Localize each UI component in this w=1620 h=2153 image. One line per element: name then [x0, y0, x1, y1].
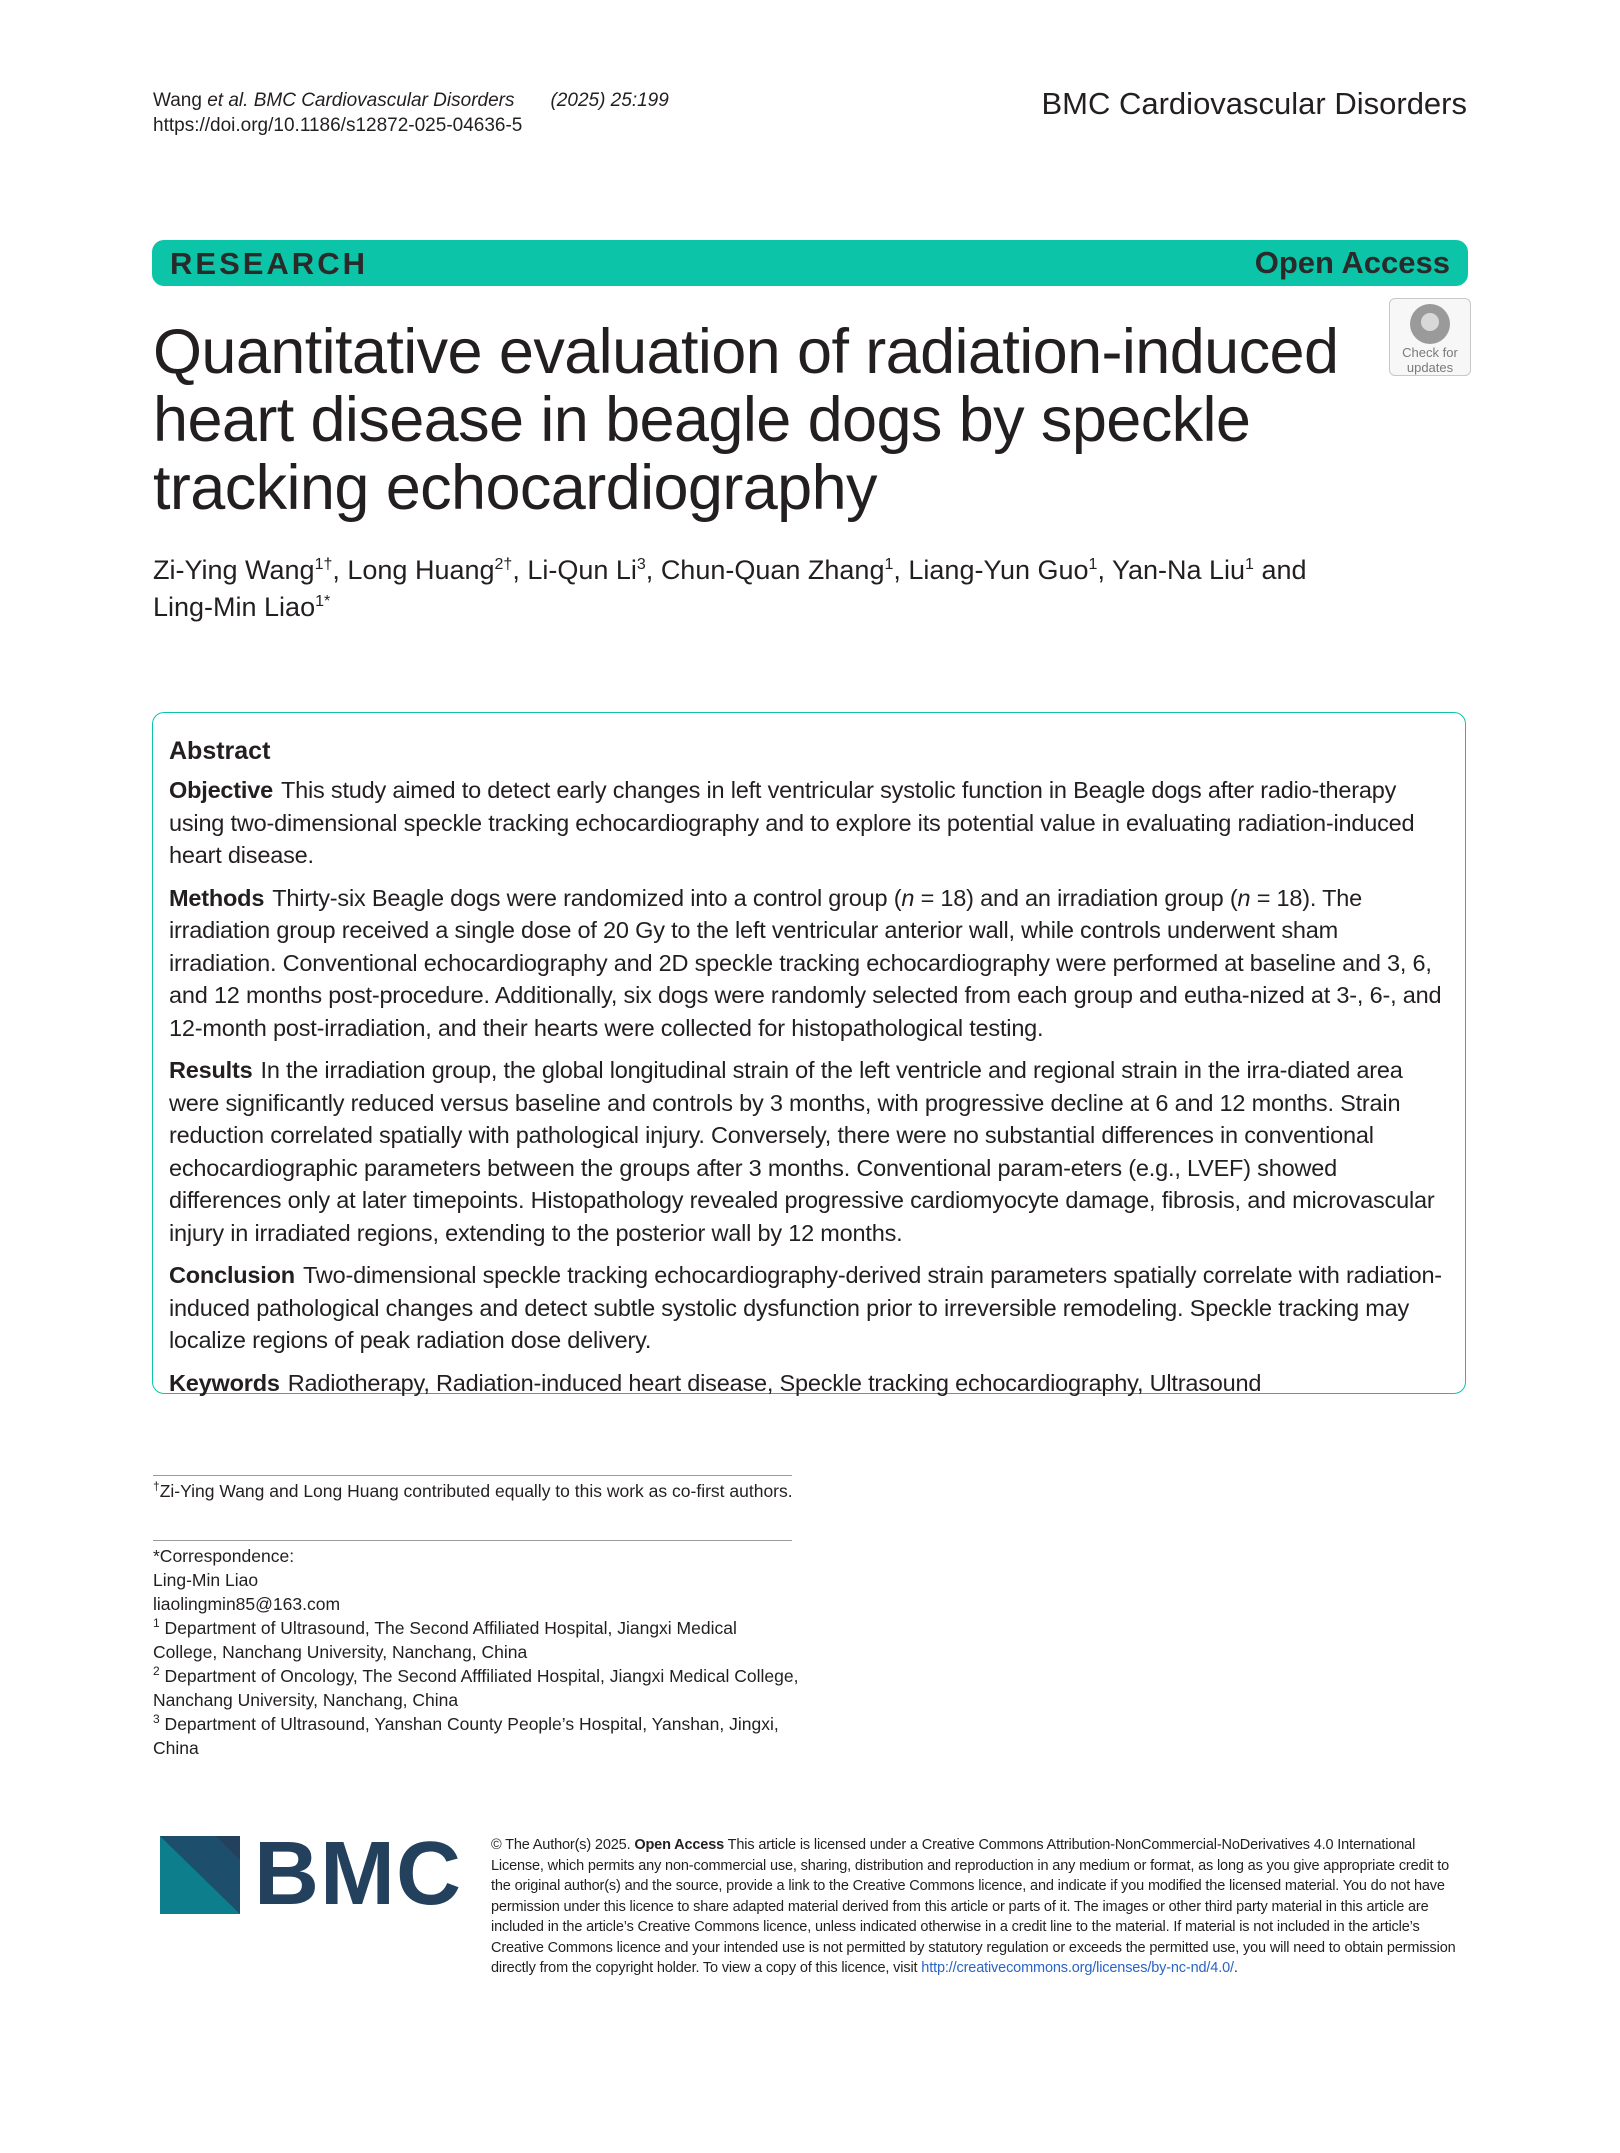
citation-authors: Wang [153, 90, 208, 111]
author[interactable]: Li-Qun Li$^3$ [527, 555, 646, 585]
affiliation-3: $^3$ Department of Ultrasound, Yanshan County People’s Hospital, Yanshan, Jingxi, China [153, 1712, 779, 1758]
author[interactable]: Ling-Min Liao$^{1*}$ [153, 592, 331, 622]
article-title: Quantitative evaluation of radiation-induced heart disease in beagle dogs by speckle tracking echocardiography [153, 317, 1339, 523]
abstract-box [152, 712, 1466, 1394]
affiliation-2: $^2$ Department of Oncology, The Second Afffiliated Hospital, Jiangxi Medical College, Nanchang University, Nanchang, China [153, 1664, 799, 1710]
correspondence-block [153, 1544, 803, 1760]
check-updates-icon [1410, 304, 1450, 344]
author[interactable]: Chun-Quan Zhang$^1$ [660, 555, 894, 585]
correspondence-label: *Correspondence: [153, 1546, 295, 1566]
journal-name: BMC Cardiovascular Disorders [1041, 86, 1467, 121]
abstract-methods: Methods Thirty-six Beagle dogs were randomized into a control group (n = 18) and an irradiation group (n = 18). The irradiation group received a single dose of 20 Gy to the left ventricular anterior wall, while controls underwent sham irradiation. Conventional echocardiography and 2D speckle tracking echocardiography were performed at baseline and 3, 6, and 12 months post-procedure. Additionally, six dogs were randomly selected from each group and eutha-nized at 3-, 6-, and 12-month post-irradiation, and their hearts were collected for histopathological testing. [169, 884, 1442, 1041]
article-type-bar [152, 240, 1468, 286]
correspondence-name: Ling-Min Liao [153, 1570, 259, 1590]
open-access-label: Open Access [1254, 245, 1450, 280]
author[interactable]: Zi-Ying Wang$^{1\dagger}$ [153, 555, 333, 585]
doi-link[interactable]: https://doi.org/10.1186/s12872-025-04636-5 [153, 115, 523, 136]
abstract-conclusion: Conclusion Two-dimensional speckle tracking echocardiography-derived strain parameters spatially correlate with radiation-induced pathological changes and detect subtle systolic dysfunction prior to irreversible remodeling. Speckle tracking may localize regions of peak radiation dose delivery. [169, 1262, 1442, 1353]
bmc-logo-mark-icon [160, 1836, 240, 1914]
cofirst-footnote: †Zi-Ying Wang and Long Huang contributed equally to this work as co-first authors. [153, 1479, 793, 1501]
badge-line2: updates [1406, 360, 1454, 375]
badge-line1: Check for [1402, 345, 1458, 360]
citation-line [153, 88, 669, 113]
citation-year: (2025) 25:199 [550, 90, 669, 111]
author[interactable]: Long Huang$^{2\dagger}$ [347, 555, 513, 585]
correspondence-email[interactable]: liaolingmin85@163.com [153, 1594, 341, 1614]
abstract-keywords: Keywords Radiotherapy, Radiation-induced heart disease, Speckle tracking echocardiography, Ultrasound [169, 1369, 1262, 1396]
abstract-heading: Abstract [169, 737, 271, 765]
article-type-label: RESEARCH [170, 246, 368, 281]
author[interactable]: Liang-Yun Guo$^1$ [908, 555, 1098, 585]
author[interactable]: Yan-Na Liu$^1$ [1111, 555, 1254, 585]
abstract-results: Results In the irradiation group, the global longitudinal strain of the left ventricle and regional strain in the irra-diated area were significantly reduced versus baseline and controls by 3 months, with progressive decline at 6 and 12 months. Strain reduction correlated spatially with pathological injury. Conversely, there were no substantial differences in conventional echocardiographic parameters between the groups after 3 months. Conventional param-eters (e.g., LVEF) showed differences only at later timepoints. Histopathology revealed progressive cardiomyocyte damage, fibrosis, and microvascular injury in irradiated regions, extending to the posterior wall by 12 months. [169, 1057, 1435, 1246]
abstract-objective: Objective This study aimed to detect early changes in left ventricular systolic function in Beagle dogs after radio-therapy using two-dimensional speckle tracking echocardiography and to explore its potential value in evaluating radiation-induced heart disease. [169, 777, 1415, 868]
license-link[interactable]: http://creativecommons.org/licenses/by-nc-nd/4.0/ [921, 1960, 1234, 1976]
citation-journal: et al. BMC Cardiovascular Disorders [207, 90, 515, 111]
check-for-updates-button[interactable] [1389, 298, 1471, 376]
citation-header [153, 88, 669, 138]
bmc-logo [160, 1824, 462, 1924]
affiliation-1: $^1$ Department of Ultrasound, The Second Affiliated Hospital, Jiangxi Medical College, Nanchang University, Nanchang, China [153, 1616, 737, 1662]
license-text: © The Author(s) 2025. Open Access This article is licensed under a Creative Commons Attribution-NonCommercial-NoDerivatives 4.0 International License, which permits any non-commercial use, sharing, distribution and reproduction in any medium or format, as long as you give appropriate credit to the original author(s) and the source, provide a link to the Creative Commons licence, and indicate if you modified the licensed material. You do not have permission under this licence to share adapted material derived from this article or parts of it. The images or other third party material in this article are included in the article’s Creative Commons licence, unless indicated otherwise in a credit line to the material. If material is not included in the article’s Creative Commons licence and your intended use is not permitted by statutory regulation or exceeds the permitted use, you will need to obtain permission directly from the copyright holder. To view a copy of this licence, visit http://creativecommons.org/licenses/by-nc-nd/4.0/. [491, 1837, 1456, 1976]
footnote-divider [153, 1475, 792, 1476]
author-list: Zi-Ying Wang$^{1\dagger}$, Long Huang$^{2\dagger}$, Li-Qun Li$^3$, Chun-Quan Zhang$^1$, Liang-Yun Guo$^1$, Yan-Na Liu$^1$ and Ling-Min Liao$^{1*}$ [153, 555, 1307, 622]
bmc-logo-text: BMC [254, 1824, 462, 1924]
footnote-divider [153, 1540, 792, 1541]
